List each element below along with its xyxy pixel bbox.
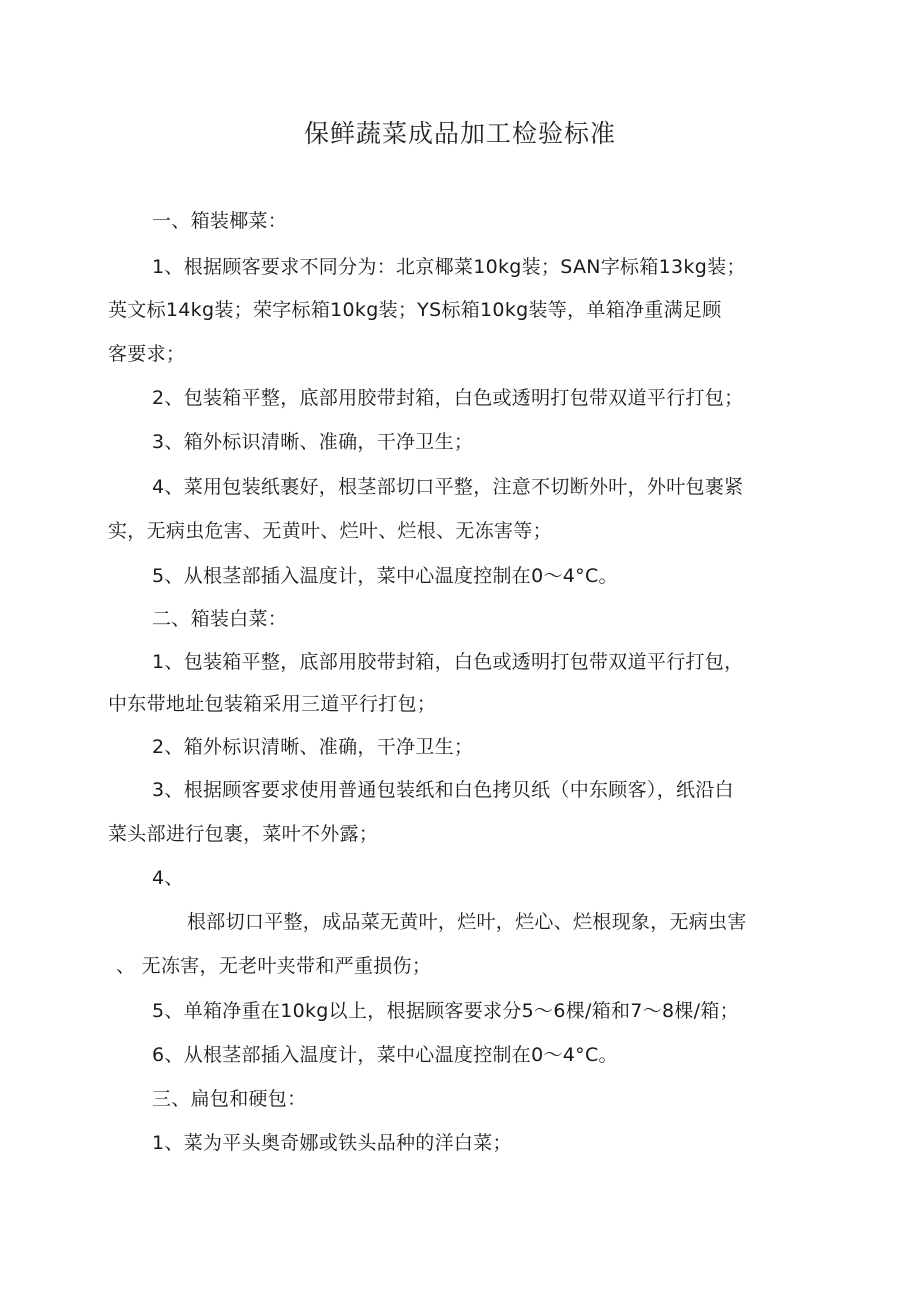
paragraph-line: 菜头部进行包裹，菜叶不外露；	[108, 823, 379, 845]
paragraph-line: 1、包装箱平整，底部用胶带封箱，白色或透明打包带双道平行打包，	[152, 651, 744, 673]
paragraph-line: 4、	[152, 867, 184, 889]
paragraph-line: 根部切口平整，成品菜无黄叶，烂叶，烂心、烂根现象，无病虫害	[187, 911, 747, 933]
paragraph-line: 2、包装箱平整，底部用胶带封箱，白色或透明打包带双道平行打包；	[152, 387, 744, 409]
paragraph-line: 客要求；	[108, 343, 186, 365]
paragraph-line: 1、菜为平头奥奇娜或铁头品种的洋白菜；	[152, 1132, 512, 1154]
paragraph-line: 5、单箱净重在10kg以上，根据顾客要求分5～6棵/箱和7～8棵/箱；	[152, 1000, 739, 1022]
paragraph-line: 、 无冻害，无老叶夹带和严重损伤；	[116, 955, 432, 977]
paragraph-line: 英文标14kg装；荣字标箱10kg装；YS标箱10kg装等，单箱净重满足顾	[108, 299, 722, 321]
paragraph-line: 4、菜用包装纸裹好，根茎部切口平整，注意不切断外叶，外叶包裹紧	[152, 476, 744, 498]
document-title: 保鲜蔬菜成品加工检验标准	[303, 119, 616, 148]
paragraph-line: 实，无病虫危害、无黄叶、烂叶、烂根、无冻害等；	[108, 520, 552, 542]
paragraph-line: 6、从根茎部插入温度计，菜中心温度控制在0～4°C。	[152, 1044, 618, 1066]
paragraph-line: 5、从根茎部插入温度计，菜中心温度控制在0～4°C。	[152, 565, 618, 587]
section-heading: 二、箱装白菜：	[152, 608, 288, 630]
paragraph-line: 1、根据顾客要求不同分为：北京椰菜10kg装；SAN字标箱13kg装；	[152, 256, 746, 278]
section-heading: 一、箱装椰菜：	[152, 210, 288, 232]
paragraph-line: 中东带地址包装箱采用三道平行打包；	[108, 693, 437, 715]
paragraph-line: 3、根据顾客要求使用普通包装纸和白色拷贝纸（中东顾客），纸沿白	[152, 779, 734, 801]
paragraph-line: 2、箱外标识清晰、准确，干净卫生；	[152, 736, 474, 758]
paragraph-line: 3、箱外标识清晰、准确，干净卫生；	[152, 431, 474, 453]
section-heading: 三、扁包和硬包：	[152, 1088, 307, 1110]
